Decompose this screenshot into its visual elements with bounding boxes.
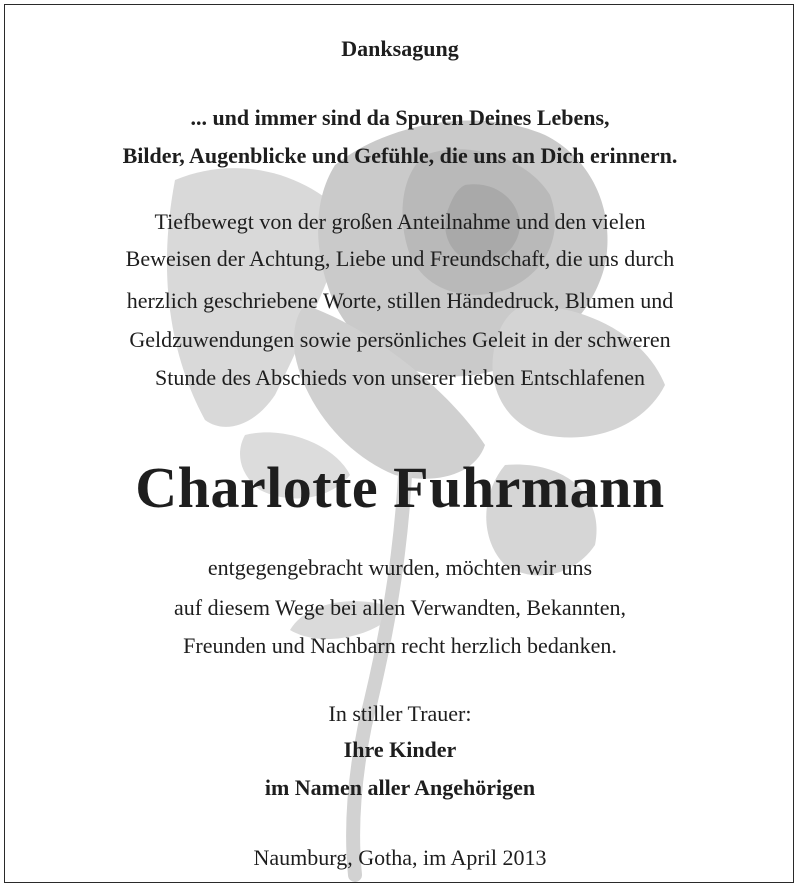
- intro-line-1: Tiefbewegt von der großen Anteilnahme und den vielen: [154, 209, 646, 234]
- intro-line-3: herzlich geschriebene Worte, stillen Händedruck, Blumen und: [126, 288, 674, 313]
- closing-line-2: auf diesem Wege bei allen Verwandten, Bekannten,: [174, 595, 626, 620]
- intro-line-4: Geldzuwendungen sowie persönliches Geleit in der schweren: [129, 327, 671, 352]
- obituary-notice: [4, 4, 794, 883]
- mourning-line: In stiller Trauer:: [328, 701, 472, 726]
- intro-line-5: Stunde des Abschieds von unserer lieben Entschlafenen: [155, 365, 645, 390]
- intro-line-2: Beweisen der Achtung, Liebe und Freundschaft, die uns durch: [125, 246, 675, 271]
- motto-line-2: Bilder, Augenblicke und Gefühle, die uns an Dich erinnern.: [122, 143, 678, 168]
- closing-line-1: entgegengebracht wurden, möchten wir uns: [207, 555, 593, 580]
- motto-line-1: ... und immer sind da Spuren Deines Lebens,: [190, 105, 610, 130]
- deceased-name: Charlotte Fuhrmann: [135, 455, 665, 520]
- notice-heading: Danksagung: [341, 36, 459, 61]
- closing-line-3: Freunden und Nachbarn recht herzlich bedanken.: [183, 633, 617, 658]
- signature-line-1: Ihre Kinder: [343, 737, 457, 762]
- place-date: Naumburg, Gotha, im April 2013: [253, 845, 547, 870]
- signature-line-2: im Namen aller Angehörigen: [264, 775, 536, 800]
